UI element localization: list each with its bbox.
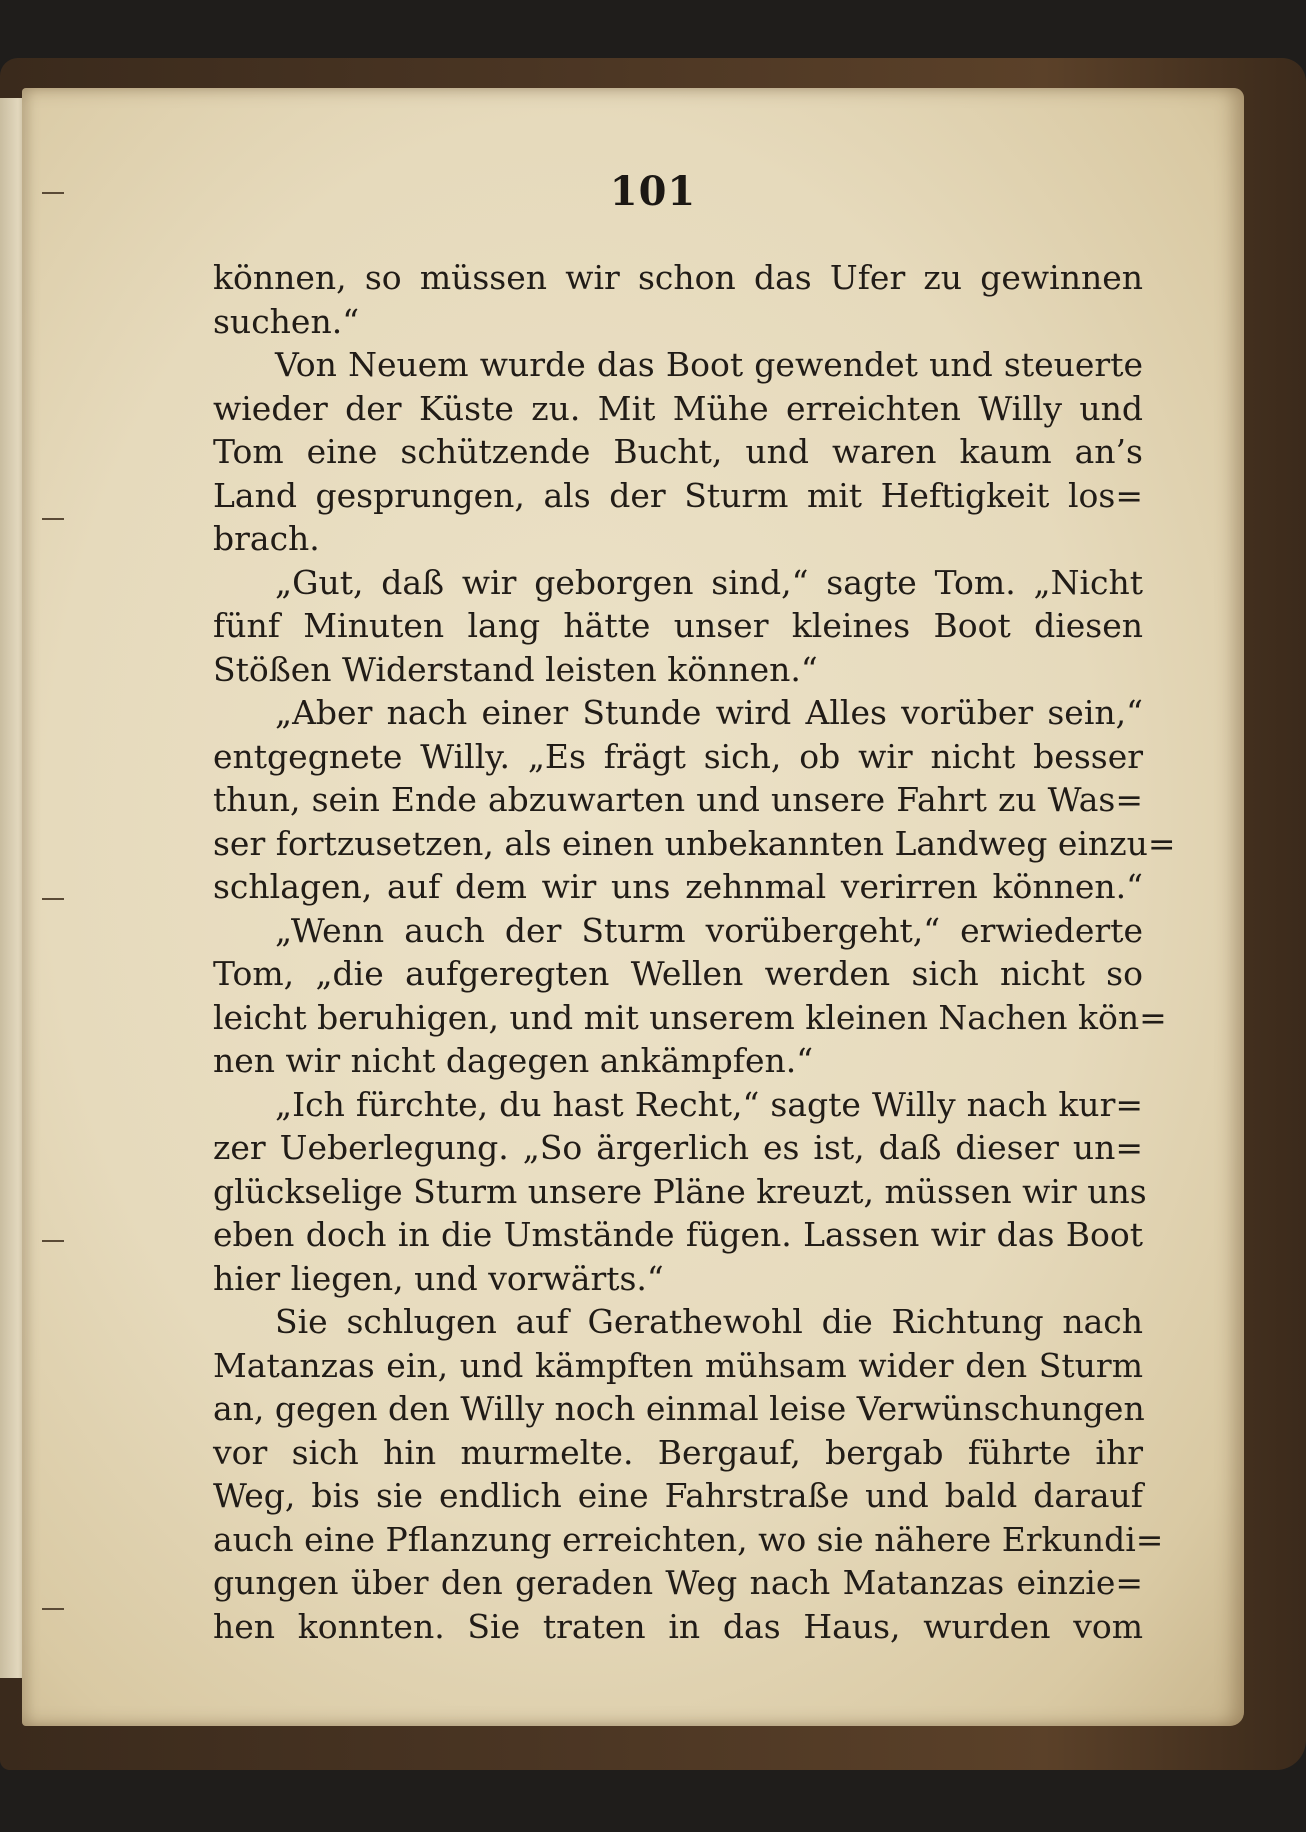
- body-text: [213, 256, 1176, 1648]
- text-line: entgegnete Willy. „Es frägt sich, ob wir nicht besser: [213, 736, 1143, 776]
- text-line: „Gut, daß wir geborgen sind,“ sagte Tom. „Nicht: [275, 562, 1143, 602]
- text-line: können, so müssen wir schon das Ufer zu gewinnen: [213, 258, 1143, 297]
- text-line: Sie schlugen auf Gerathewohl die Richtung nach: [275, 1302, 1143, 1341]
- text-line: zer Ueberlegung. „So ärgerlich es ist, daß dieser un=: [213, 1128, 1143, 1167]
- page-number: 101: [609, 168, 697, 215]
- text-line: vor sich hin murmelte. Bergauf, bergab führte ihr: [213, 1432, 1143, 1472]
- text-line: Von Neuem wurde das Boot gewendet und steuerte: [275, 345, 1143, 384]
- text-line: hen konnten. Sie traten in das Haus, wurden vom: [213, 1606, 1143, 1646]
- text-line: eben doch in die Umstände fügen. Lassen wir das Boot: [213, 1215, 1143, 1254]
- text-line: suchen.“: [213, 301, 360, 341]
- text-line: wieder der Küste zu. Mit Mühe erreichten Willy und: [213, 388, 1143, 428]
- text-line: auch eine Pflanzung erreichten, wo sie nähere Erkundi=: [213, 1519, 1164, 1559]
- text-line: Stößen Widerstand leisten können.“: [213, 649, 818, 689]
- text-line: „Wenn auch der Sturm vorübergeht,“ erwiederte: [275, 910, 1143, 950]
- text-line: „Ich fürchte, du hast Recht,“ sagte Willy nach kur=: [275, 1084, 1143, 1124]
- text-line: ser fortzusetzen, als einen unbekannten Landweg einzu=: [213, 823, 1176, 863]
- text-line: Tom, „die aufgeregten Wellen werden sich nicht so: [213, 954, 1143, 993]
- text-line: brach.: [213, 519, 320, 558]
- text-line: „Aber nach einer Stunde wird Alles vorüber sein,“: [275, 693, 1143, 732]
- text-line: gungen über den geraden Weg nach Matanzas einzie=: [213, 1563, 1143, 1602]
- text-line: glückselige Sturm unsere Pläne kreuzt, müssen wir uns: [213, 1171, 1147, 1211]
- text-line: Weg, bis sie endlich eine Fahrstraße und bald darauf: [213, 1476, 1143, 1515]
- text-line: fünf Minuten lang hätte unser kleines Boot diesen: [213, 606, 1143, 645]
- text-line: Tom eine schützende Bucht, und waren kaum an’s: [213, 432, 1143, 471]
- text-line: leicht beruhigen, und mit unserem kleinen Nachen kön=: [213, 997, 1167, 1037]
- text-line: Land gesprungen, als der Sturm mit Heftigkeit los=: [213, 475, 1143, 515]
- text-line: thun, sein Ende abzuwarten und unsere Fahrt zu Was=: [213, 780, 1143, 819]
- text-line: hier liegen, und vorwärts.“: [213, 1258, 664, 1298]
- text-line: an, gegen den Willy noch einmal leise Verwünschungen: [213, 1389, 1145, 1428]
- text-line: Matanzas ein, und kämpften mühsam wider den Sturm: [213, 1345, 1143, 1385]
- text-line: schlagen, auf dem wir uns zehnmal verirren können.“: [213, 867, 1143, 906]
- text-line: nen wir nicht dagegen ankämpfen.“: [213, 1041, 814, 1080]
